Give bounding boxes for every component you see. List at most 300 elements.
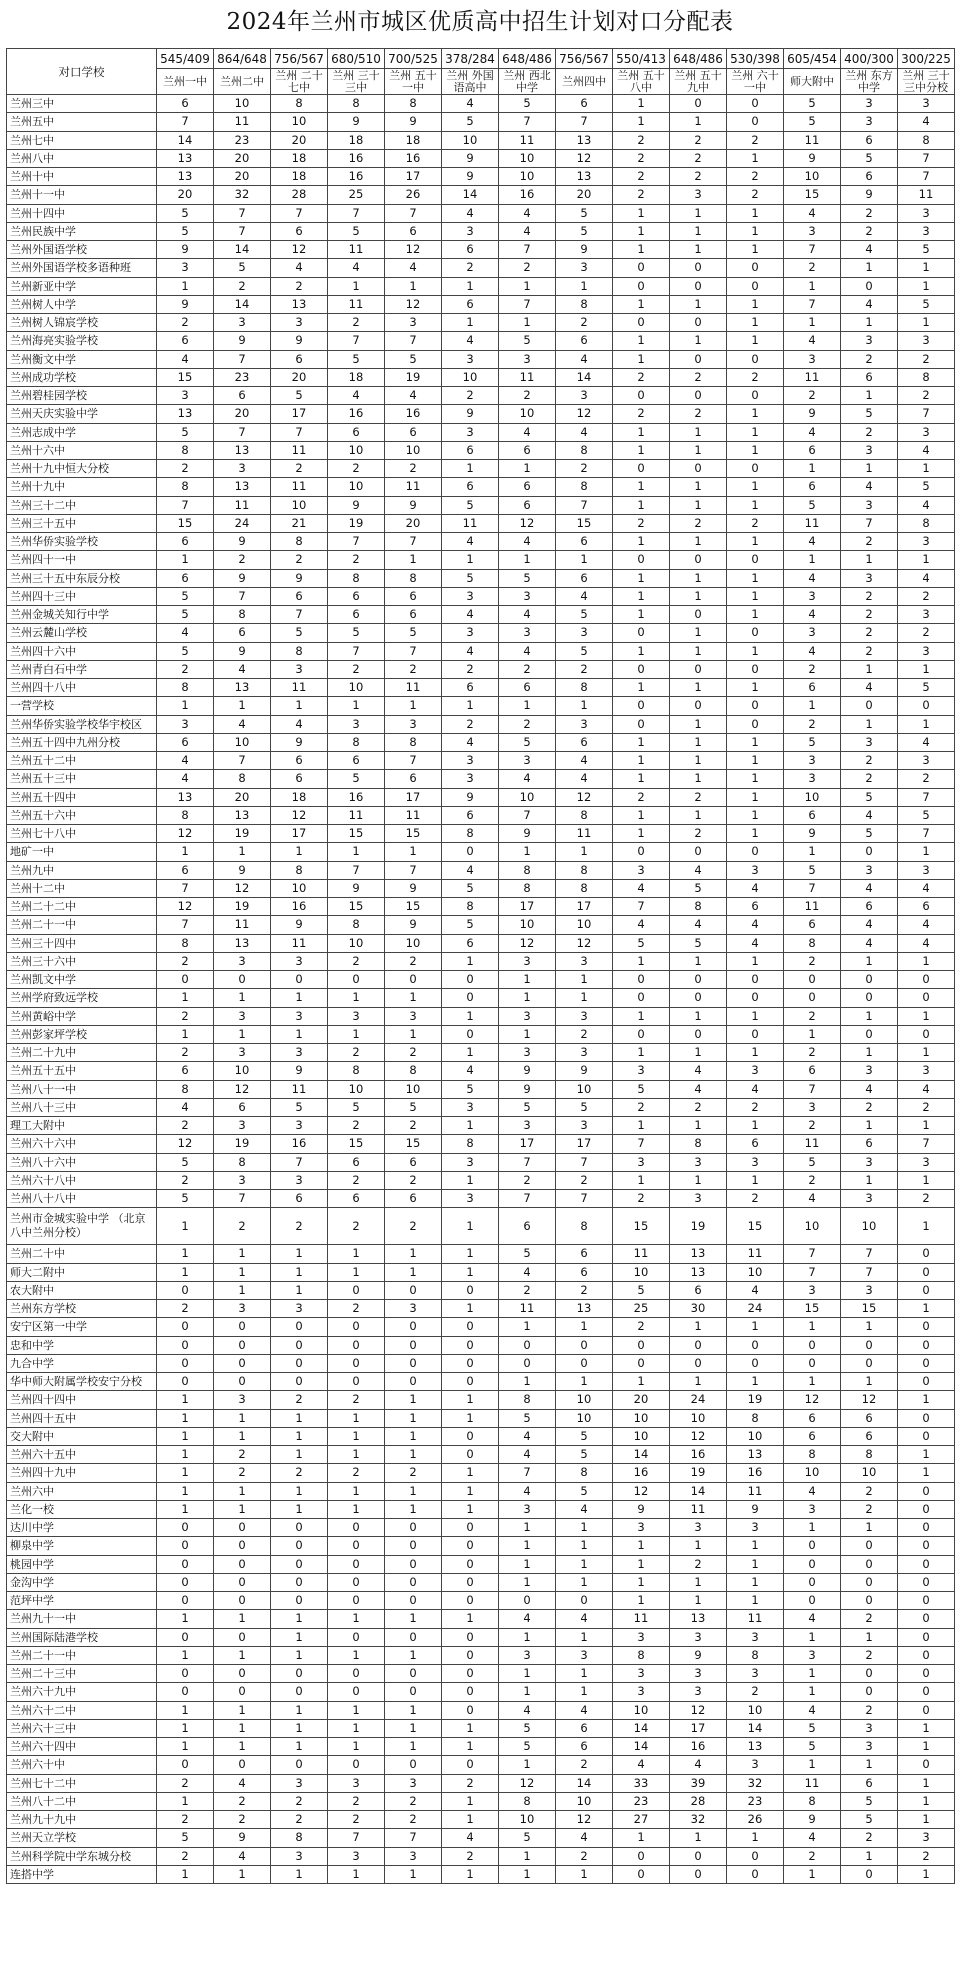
quota-cell: 3 — [442, 350, 499, 368]
school-name-cell: 交大附中 — [7, 1427, 157, 1445]
quota-cell: 10 — [499, 1811, 556, 1829]
quota-cell: 6 — [841, 368, 898, 386]
quota-cell: 2 — [670, 405, 727, 423]
quota-cell: 0 — [670, 1865, 727, 1883]
quota-cell: 0 — [271, 1665, 328, 1683]
quota-cell: 6 — [157, 95, 214, 113]
school-name-cell: 兰州青白石中学 — [7, 660, 157, 678]
quota-cell: 2 — [157, 1117, 214, 1135]
quota-cell: 15 — [385, 1135, 442, 1153]
quota-cell: 3 — [841, 1719, 898, 1737]
quota-cell: 1 — [385, 551, 442, 569]
quota-cell: 0 — [727, 660, 784, 678]
quota-cell: 2 — [442, 259, 499, 277]
quota-cell: 0 — [613, 1025, 670, 1043]
quota-cell: 1 — [328, 1427, 385, 1445]
quota-cell: 0 — [214, 1592, 271, 1610]
school-name-cell: 兰州十六中 — [7, 441, 157, 459]
quota-cell: 4 — [442, 204, 499, 222]
quota-cell: 3 — [841, 496, 898, 514]
quota-cell: 3 — [841, 1190, 898, 1208]
quota-cell: 2 — [841, 1701, 898, 1719]
quota-cell: 0 — [727, 715, 784, 733]
quota-cell: 4 — [499, 1610, 556, 1628]
quota-cell: 0 — [841, 971, 898, 989]
quota-cell: 3 — [328, 1774, 385, 1792]
quota-cell: 1 — [727, 642, 784, 660]
quota-cell: 12 — [157, 1135, 214, 1153]
school-name-cell: 兰州六十八中 — [7, 1171, 157, 1189]
quota-cell: 10 — [442, 131, 499, 149]
quota-cell: 1 — [385, 1427, 442, 1445]
quota-cell: 9 — [499, 825, 556, 843]
quota-cell: 1 — [613, 1171, 670, 1189]
quota-cell: 1 — [499, 1318, 556, 1336]
quota-cell: 10 — [499, 149, 556, 167]
quota-cell: 11 — [727, 1610, 784, 1628]
quota-cell: 7 — [328, 204, 385, 222]
quota-cell: 1 — [385, 1263, 442, 1281]
school-name-cell: 兰州三十五中 — [7, 514, 157, 532]
quota-cell: 0 — [898, 1318, 955, 1336]
quota-cell: 1 — [727, 788, 784, 806]
quota-cell: 2 — [328, 1811, 385, 1829]
school-name-cell: 兰州六十九中 — [7, 1683, 157, 1701]
quota-cell: 7 — [385, 752, 442, 770]
quota-cell: 10 — [328, 934, 385, 952]
table-row — [7, 1098, 955, 1116]
school-name-cell: 农大附中 — [7, 1281, 157, 1299]
quota-cell: 4 — [499, 606, 556, 624]
quota-cell: 1 — [727, 606, 784, 624]
quota-cell: 1 — [670, 478, 727, 496]
quota-cell: 6 — [328, 1153, 385, 1171]
quota-cell: 1 — [442, 1500, 499, 1518]
quota-cell: 14 — [670, 1482, 727, 1500]
quota-cell: 3 — [784, 770, 841, 788]
high-school-header: 兰州 二十七中 — [271, 69, 328, 95]
quota-cell: 12 — [499, 1774, 556, 1792]
quota-cell: 1 — [727, 533, 784, 551]
quota-cell: 0 — [613, 460, 670, 478]
quota-cell: 0 — [499, 1354, 556, 1372]
quota-cell: 1 — [670, 1117, 727, 1135]
table-row — [7, 222, 955, 240]
quota-cell: 7 — [385, 642, 442, 660]
table-row — [7, 1007, 955, 1025]
quota-cell: 3 — [670, 1519, 727, 1537]
quota-cell: 5 — [499, 332, 556, 350]
school-name-cell: 兰州民族中学 — [7, 222, 157, 240]
quota-cell: 4 — [670, 1062, 727, 1080]
table-row — [7, 1171, 955, 1189]
quota-cell: 2 — [784, 1044, 841, 1062]
quota-cell: 5 — [898, 679, 955, 697]
quota-cell: 0 — [670, 551, 727, 569]
quota-cell: 1 — [157, 1610, 214, 1628]
quota-cell: 13 — [157, 405, 214, 423]
quota-cell: 0 — [328, 1665, 385, 1683]
quota-cell: 24 — [670, 1391, 727, 1409]
quota-cell: 1 — [271, 1263, 328, 1281]
quota-cell: 2 — [499, 1171, 556, 1189]
quota-cell: 2 — [157, 1300, 214, 1318]
table-row — [7, 1646, 955, 1664]
quota-cell: 7 — [898, 168, 955, 186]
quota-cell: 3 — [499, 1044, 556, 1062]
quota-cell: 0 — [727, 350, 784, 368]
quota-cell: 1 — [157, 1446, 214, 1464]
quota-cell: 1 — [157, 1208, 214, 1245]
quota-cell: 8 — [157, 806, 214, 824]
quota-cell: 2 — [784, 1847, 841, 1865]
quota-cell: 18 — [385, 131, 442, 149]
quota-cell: 6 — [556, 332, 613, 350]
quota-cell: 1 — [727, 423, 784, 441]
quota-cell: 4 — [157, 624, 214, 642]
school-name-cell: 兰州四十五中 — [7, 1409, 157, 1427]
quota-cell: 4 — [442, 1829, 499, 1847]
school-name-cell: 柳泉中学 — [7, 1537, 157, 1555]
quota-cell: 1 — [784, 1756, 841, 1774]
quota-cell: 0 — [727, 1865, 784, 1883]
quota-cell: 1 — [157, 1482, 214, 1500]
quota-cell: 0 — [442, 1519, 499, 1537]
quota-cell: 3 — [727, 1756, 784, 1774]
school-name-cell: 兰州六十四中 — [7, 1738, 157, 1756]
quota-cell: 0 — [328, 1573, 385, 1591]
quota-cell: 10 — [499, 916, 556, 934]
quota-cell: 13 — [727, 1446, 784, 1464]
quota-cell: 0 — [670, 660, 727, 678]
quota-cell: 0 — [613, 989, 670, 1007]
quota-cell: 5 — [499, 1719, 556, 1737]
quota-cell: 3 — [670, 1665, 727, 1683]
quota-cell: 3 — [898, 222, 955, 240]
quota-cell: 4 — [898, 934, 955, 952]
quota-cell: 2 — [784, 259, 841, 277]
school-name-cell: 兰州天立学校 — [7, 1829, 157, 1847]
quota-cell: 8 — [328, 1062, 385, 1080]
quota-cell: 13 — [670, 1610, 727, 1628]
quota-cell: 3 — [214, 952, 271, 970]
quota-cell: 11 — [442, 514, 499, 532]
quota-cell: 2 — [328, 1117, 385, 1135]
quota-cell: 10 — [556, 1391, 613, 1409]
quota-cell: 7 — [784, 1080, 841, 1098]
quota-cell: 6 — [784, 806, 841, 824]
quota-cell: 1 — [727, 952, 784, 970]
quota-cell: 15 — [556, 514, 613, 532]
quota-cell: 0 — [328, 971, 385, 989]
quota-cell: 5 — [271, 387, 328, 405]
quota-cell: 2 — [670, 825, 727, 843]
school-name-cell: 兰州四十一中 — [7, 551, 157, 569]
school-name-cell: 兰州科学院中学东城分校 — [7, 1847, 157, 1865]
quota-cell: 1 — [784, 1318, 841, 1336]
quota-cell: 3 — [157, 387, 214, 405]
quota-cell: 10 — [499, 168, 556, 186]
quota-cell: 5 — [328, 1098, 385, 1116]
quota-cell: 3 — [442, 423, 499, 441]
quota-cell: 1 — [670, 624, 727, 642]
quota-cell: 1 — [670, 715, 727, 733]
quota-cell: 1 — [841, 1756, 898, 1774]
quota-cell: 9 — [328, 113, 385, 131]
quota-cell: 12 — [385, 241, 442, 259]
quota-cell: 0 — [898, 1646, 955, 1664]
quota-cell: 4 — [499, 1427, 556, 1445]
quota-cell: 4 — [442, 861, 499, 879]
quota-cell: 5 — [499, 1829, 556, 1847]
quota-cell: 5 — [157, 423, 214, 441]
quota-cell: 13 — [214, 478, 271, 496]
quota-cell: 3 — [442, 624, 499, 642]
table-row — [7, 168, 955, 186]
quota-cell: 2 — [385, 460, 442, 478]
quota-cell: 2 — [841, 204, 898, 222]
quota-cell: 16 — [328, 168, 385, 186]
quota-cell: 0 — [727, 1025, 784, 1043]
quota-cell: 0 — [613, 277, 670, 295]
school-name-cell: 兰州六十中 — [7, 1756, 157, 1774]
school-name-cell: 兰州四十四中 — [7, 1391, 157, 1409]
quota-cell: 3 — [784, 587, 841, 605]
quota-cell: 1 — [556, 1555, 613, 1573]
quota-cell: 5 — [784, 733, 841, 751]
quota-cell: 3 — [841, 1153, 898, 1171]
quota-cell: 0 — [841, 1025, 898, 1043]
quota-cell: 3 — [898, 1062, 955, 1080]
quota-cell: 5 — [898, 478, 955, 496]
quota-cell: 2 — [841, 423, 898, 441]
quota-cell: 7 — [556, 1190, 613, 1208]
quota-cell: 1 — [556, 1683, 613, 1701]
table-row — [7, 533, 955, 551]
quota-cell: 13 — [556, 1300, 613, 1318]
quota-cell: 17 — [271, 825, 328, 843]
table-body — [7, 95, 955, 1884]
quota-cell: 1 — [556, 1519, 613, 1537]
quota-cell: 2 — [670, 168, 727, 186]
quota-cell: 1 — [499, 460, 556, 478]
high-school-header: 兰州二中 — [214, 69, 271, 95]
table-row — [7, 551, 955, 569]
quota-cell: 10 — [328, 441, 385, 459]
quota-cell: 5 — [784, 1153, 841, 1171]
quota-cell: 1 — [556, 551, 613, 569]
quota-cell: 0 — [442, 1683, 499, 1701]
quota-cell: 4 — [841, 478, 898, 496]
quota-cell: 3 — [556, 1044, 613, 1062]
quota-cell: 3 — [784, 624, 841, 642]
quota-cell: 26 — [385, 186, 442, 204]
quota-cell: 12 — [841, 1391, 898, 1409]
quota-cell: 39 — [670, 1774, 727, 1792]
quota-cell: 1 — [841, 460, 898, 478]
quota-cell: 8 — [898, 514, 955, 532]
quota-cell: 0 — [727, 624, 784, 642]
quota-cell: 3 — [499, 1500, 556, 1518]
table-row — [7, 569, 955, 587]
table-row — [7, 1756, 955, 1774]
quota-cell: 8 — [670, 1135, 727, 1153]
quota-cell: 1 — [442, 1117, 499, 1135]
quota-cell: 3 — [898, 204, 955, 222]
quota-cell: 1 — [670, 1044, 727, 1062]
quota-cell: 4 — [442, 642, 499, 660]
quota-cell: 1 — [442, 277, 499, 295]
quota-cell: 0 — [670, 1847, 727, 1865]
quota-cell: 0 — [442, 843, 499, 861]
quota-cell: 2 — [157, 314, 214, 332]
quota-cell: 9 — [499, 1062, 556, 1080]
table-row — [7, 1628, 955, 1646]
quota-cell: 0 — [157, 1318, 214, 1336]
quota-cell: 2 — [157, 460, 214, 478]
quota-cell: 27 — [613, 1811, 670, 1829]
quota-cell: 1 — [670, 770, 727, 788]
quota-cell: 2 — [385, 1811, 442, 1829]
quota-cell: 4 — [670, 1756, 727, 1774]
quota-cell: 0 — [214, 1336, 271, 1354]
header-feeder-school: 对口学校 — [7, 49, 157, 95]
quota-cell: 2 — [898, 1190, 955, 1208]
high-school-header: 师大附中 — [784, 69, 841, 95]
quota-cell: 1 — [271, 1409, 328, 1427]
quota-cell: 3 — [271, 314, 328, 332]
quota-cell: 1 — [214, 1025, 271, 1043]
quota-cell: 6 — [442, 934, 499, 952]
quota-cell: 4 — [328, 259, 385, 277]
quota-cell: 8 — [727, 1409, 784, 1427]
quota-cell: 0 — [727, 277, 784, 295]
quota-cell: 1 — [670, 241, 727, 259]
quota-cell: 0 — [727, 1336, 784, 1354]
quota-cell: 7 — [898, 825, 955, 843]
quota-cell: 1 — [442, 1263, 499, 1281]
quota-cell: 2 — [613, 1098, 670, 1116]
quota-cell: 6 — [784, 1427, 841, 1445]
quota-cell: 1 — [613, 606, 670, 624]
quota-cell: 6 — [898, 898, 955, 916]
quota-cell: 8 — [841, 1446, 898, 1464]
quota-cell: 0 — [442, 989, 499, 1007]
table-row — [7, 131, 955, 149]
quota-cell: 1 — [670, 1318, 727, 1336]
quota-cell: 13 — [214, 679, 271, 697]
quota-cell: 1 — [898, 1007, 955, 1025]
quota-cell: 9 — [556, 241, 613, 259]
quota-cell: 1 — [727, 733, 784, 751]
quota-cell: 0 — [442, 1555, 499, 1573]
quota-cell: 0 — [898, 1025, 955, 1043]
quota-cell: 13 — [670, 1263, 727, 1281]
quota-cell: 0 — [898, 1336, 955, 1354]
quota-cell: 20 — [214, 149, 271, 167]
quota-cell: 12 — [271, 806, 328, 824]
school-name-cell: 金沟中学 — [7, 1573, 157, 1591]
quota-cell: 6 — [556, 1719, 613, 1737]
quota-cell: 3 — [271, 1117, 328, 1135]
quota-cell: 1 — [727, 222, 784, 240]
quota-cell: 6 — [385, 770, 442, 788]
quota-cell: 2 — [385, 1044, 442, 1062]
quota-cell: 30 — [670, 1300, 727, 1318]
quota-cell: 7 — [385, 861, 442, 879]
quota-cell: 0 — [442, 1573, 499, 1591]
quota-cell: 1 — [385, 1610, 442, 1628]
table-row — [7, 1683, 955, 1701]
quota-cell: 2 — [157, 1847, 214, 1865]
quota-cell: 1 — [157, 1701, 214, 1719]
quota-cell: 0 — [442, 1592, 499, 1610]
quota-cell: 6 — [841, 168, 898, 186]
quota-cell: 1 — [442, 697, 499, 715]
quota-cell: 1 — [898, 460, 955, 478]
quota-cell: 3 — [727, 1153, 784, 1171]
quota-cell: 0 — [613, 314, 670, 332]
quota-cell: 0 — [613, 259, 670, 277]
capacity-cell: 680/510 — [328, 49, 385, 69]
quota-cell: 9 — [385, 113, 442, 131]
capacity-cell: 648/486 — [499, 49, 556, 69]
quota-cell: 4 — [442, 332, 499, 350]
quota-cell: 14 — [613, 1719, 670, 1737]
quota-cell: 2 — [271, 460, 328, 478]
quota-cell: 3 — [670, 186, 727, 204]
quota-cell: 11 — [727, 1482, 784, 1500]
quota-cell: 6 — [556, 1245, 613, 1263]
quota-cell: 1 — [499, 1628, 556, 1646]
quota-cell: 0 — [328, 1336, 385, 1354]
quota-cell: 1 — [613, 569, 670, 587]
quota-cell: 5 — [556, 1427, 613, 1445]
quota-cell: 5 — [442, 916, 499, 934]
quota-cell: 0 — [898, 1628, 955, 1646]
quota-cell: 0 — [670, 350, 727, 368]
quota-cell: 1 — [670, 441, 727, 459]
quota-cell: 0 — [271, 1592, 328, 1610]
quota-cell: 0 — [214, 1354, 271, 1372]
quota-cell: 2 — [784, 1117, 841, 1135]
quota-cell: 3 — [898, 95, 955, 113]
quota-cell: 0 — [157, 1354, 214, 1372]
quota-cell: 7 — [499, 1190, 556, 1208]
quota-cell: 12 — [784, 1391, 841, 1409]
quota-cell: 1 — [442, 1865, 499, 1883]
quota-cell: 1 — [157, 1719, 214, 1737]
quota-cell: 15 — [328, 898, 385, 916]
quota-cell: 12 — [157, 898, 214, 916]
quota-cell: 9 — [442, 168, 499, 186]
quota-cell: 8 — [271, 533, 328, 551]
quota-cell: 0 — [898, 1409, 955, 1427]
quota-cell: 1 — [898, 1792, 955, 1810]
quota-cell: 0 — [271, 1336, 328, 1354]
quota-cell: 8 — [784, 934, 841, 952]
quota-cell: 9 — [271, 569, 328, 587]
quota-cell: 0 — [442, 1665, 499, 1683]
table-row — [7, 1373, 955, 1391]
quota-cell: 2 — [841, 587, 898, 605]
quota-cell: 2 — [841, 1610, 898, 1628]
quota-cell: 2 — [613, 149, 670, 167]
quota-cell: 0 — [670, 387, 727, 405]
quota-cell: 6 — [841, 1427, 898, 1445]
quota-cell: 7 — [385, 332, 442, 350]
quota-cell: 1 — [898, 1391, 955, 1409]
